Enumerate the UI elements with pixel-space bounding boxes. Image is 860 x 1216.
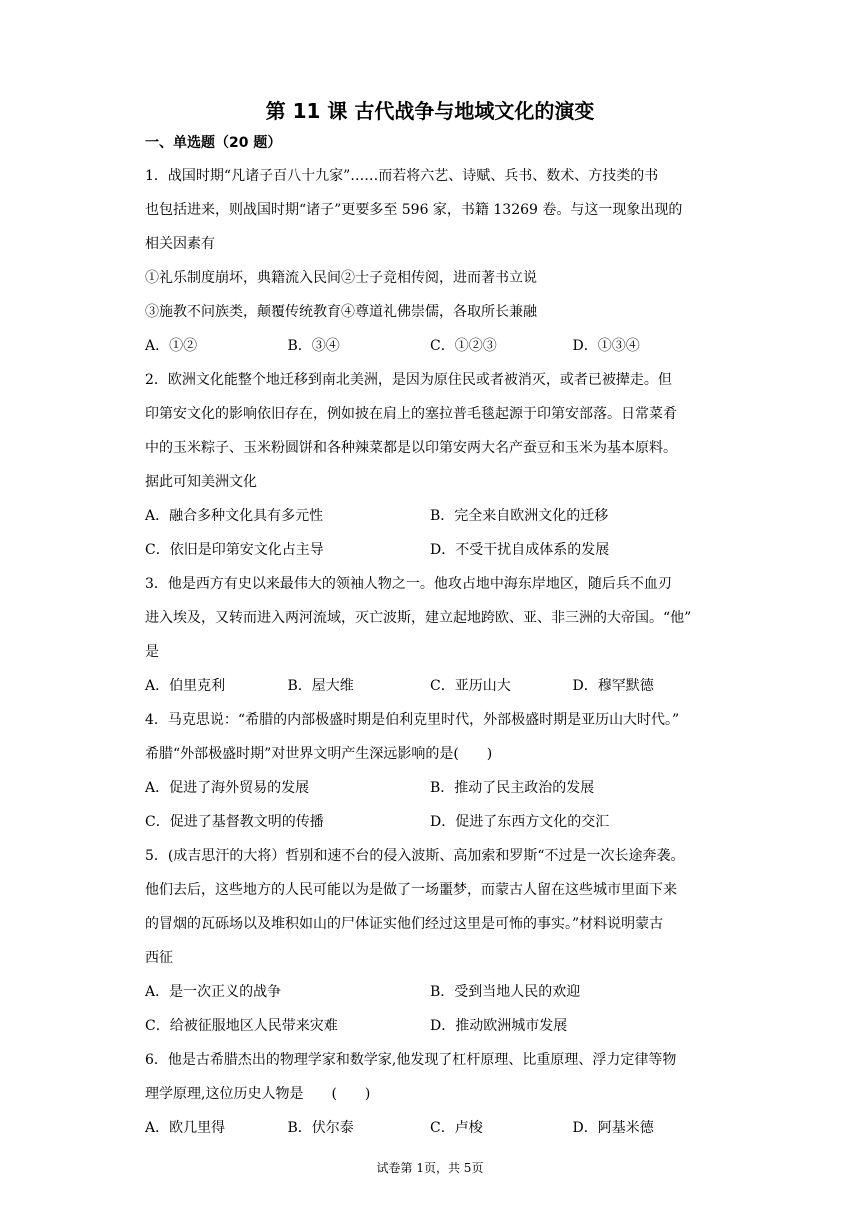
option-c: C．①②③ <box>430 338 497 354</box>
option-a: A．促进了海外贸易的发展 <box>145 780 310 796</box>
question-stem-line: 中的玉米粽子、玉米粉圆饼和各种辣菜都是以印第安两大名产蚕豆和玉米为基本原料。 <box>145 440 677 456</box>
question-stem-line: 相关因素有 <box>145 236 215 252</box>
answer-options <box>145 975 715 1009</box>
option-b: B．屋大维 <box>287 678 354 694</box>
question-3 <box>145 567 715 703</box>
option-c: C．促进了基督教文明的传播 <box>145 814 324 830</box>
option-d: D．穆罕默德 <box>572 678 654 694</box>
section-heading: 一、单选题（20 题） <box>145 135 282 151</box>
option-c: C．亚历山大 <box>430 678 511 694</box>
answer-options <box>145 1009 715 1043</box>
question-stem-line: 6．他是古希腊杰出的物理学家和数学家,他发现了杠杆原理、比重原理、浮力定律等物 <box>145 1052 677 1068</box>
answer-options <box>145 329 715 363</box>
answer-options <box>145 805 715 839</box>
question-stem-line: ③施教不问族类，颠覆传统教育④尊道礼佛崇儒，各取所长兼融 <box>145 304 537 320</box>
option-b: B．③④ <box>287 338 340 354</box>
option-a: A．是一次正义的战争 <box>145 984 282 1000</box>
question-stem-line: 3．他是西方有史以来最伟大的领袖人物之一。他攻占地中海东岸地区，随后兵不血刃 <box>145 576 672 592</box>
option-b: B．推动了民主政治的发展 <box>430 780 595 796</box>
question-stem-line: 进入埃及，又转而进入两河流域，灭亡波斯，建立起地跨欧、亚、非三洲的大帝国。“他” <box>145 610 692 626</box>
question-stem-line: 理学原理,这位历史人物是 ( ) <box>145 1086 371 1102</box>
question-list <box>145 159 715 1145</box>
answer-options <box>145 669 715 703</box>
option-b: B．受到当地人民的欢迎 <box>430 984 581 1000</box>
question-stem-line: 是 <box>145 644 159 660</box>
question-2 <box>145 363 715 567</box>
answer-options <box>145 771 715 805</box>
answer-options <box>145 533 715 567</box>
question-1 <box>145 159 715 363</box>
option-c: C．卢梭 <box>430 1120 483 1136</box>
option-b: B．伏尔泰 <box>287 1120 354 1136</box>
question-5 <box>145 839 715 1043</box>
option-d: D．阿基米德 <box>572 1120 654 1136</box>
option-d: D．①③④ <box>572 338 640 354</box>
question-stem-line: 也包括进来，则战国时期“诸子”更要多至 596 家，书籍 13269 卷。与这一现象出现的 <box>145 202 683 218</box>
question-stem-line: 1．战国时期“凡诸子百八十九家”……而若将六艺、诗赋、兵书、数术、方技类的书 <box>145 168 659 184</box>
question-stem-line: 西征 <box>145 950 173 966</box>
option-c: C．依旧是印第安文化占主导 <box>145 542 324 558</box>
option-a: A．融合多种文化具有多元性 <box>145 508 324 524</box>
question-stem-line: 4．马克思说：“希腊的内部极盛时期是伯利克里时代，外部极盛时期是亚历山大时代。” <box>145 712 680 728</box>
question-stem-line: 据此可知美洲文化 <box>145 474 257 490</box>
option-a: A．欧几里得 <box>145 1120 226 1136</box>
option-b: B．完全来自欧洲文化的迁移 <box>430 508 609 524</box>
option-a: A．①② <box>145 338 198 354</box>
option-a: A．伯里克利 <box>145 678 226 694</box>
page-footer: 试卷第 1页，共 5页 <box>376 1161 484 1175</box>
option-d: D．促进了东西方文化的交汇 <box>430 814 610 830</box>
question-stem-line: 他们去后，这些地方的人民可能以为是做了一场噩梦，而蒙古人留在这些城市里面下来 <box>145 882 677 898</box>
answer-options <box>145 1111 715 1145</box>
question-stem-line: 印第安文化的影响依旧存在，例如披在肩上的塞拉普毛毯起源于印第安部落。日常菜肴 <box>145 406 677 422</box>
question-stem-line: 5．(成吉思汗的大将）哲别和速不台的侵入波斯、高加索和罗斯“不过是一次长途奔袭。 <box>145 848 685 864</box>
question-stem-line: ①礼乐制度崩坏，典籍流入民间②士子竞相传阅，进而著书立说 <box>145 270 537 286</box>
question-6 <box>145 1043 715 1145</box>
page-title: 第 11 课 古代战争与地域文化的演变 <box>265 99 595 123</box>
option-d: D．推动欧洲城市发展 <box>430 1018 568 1034</box>
answer-options <box>145 499 715 533</box>
question-4 <box>145 703 715 839</box>
question-stem-line: 的冒烟的瓦砾场以及堆积如山的尸体证实他们经过这里是可怖的事实。”材料说明蒙古 <box>145 916 664 932</box>
option-c: C．给被征服地区人民带来灾难 <box>145 1018 338 1034</box>
question-stem-line: 2．欧洲文化能整个地迁移到南北美洲，是因为原住民或者被消灭，或者已被撵走。但 <box>145 372 672 388</box>
option-d: D．不受干扰自成体系的发展 <box>430 542 610 558</box>
question-stem-line: 希腊“外部极盛时期”对世界文明产生深远影响的是( ) <box>145 746 493 762</box>
